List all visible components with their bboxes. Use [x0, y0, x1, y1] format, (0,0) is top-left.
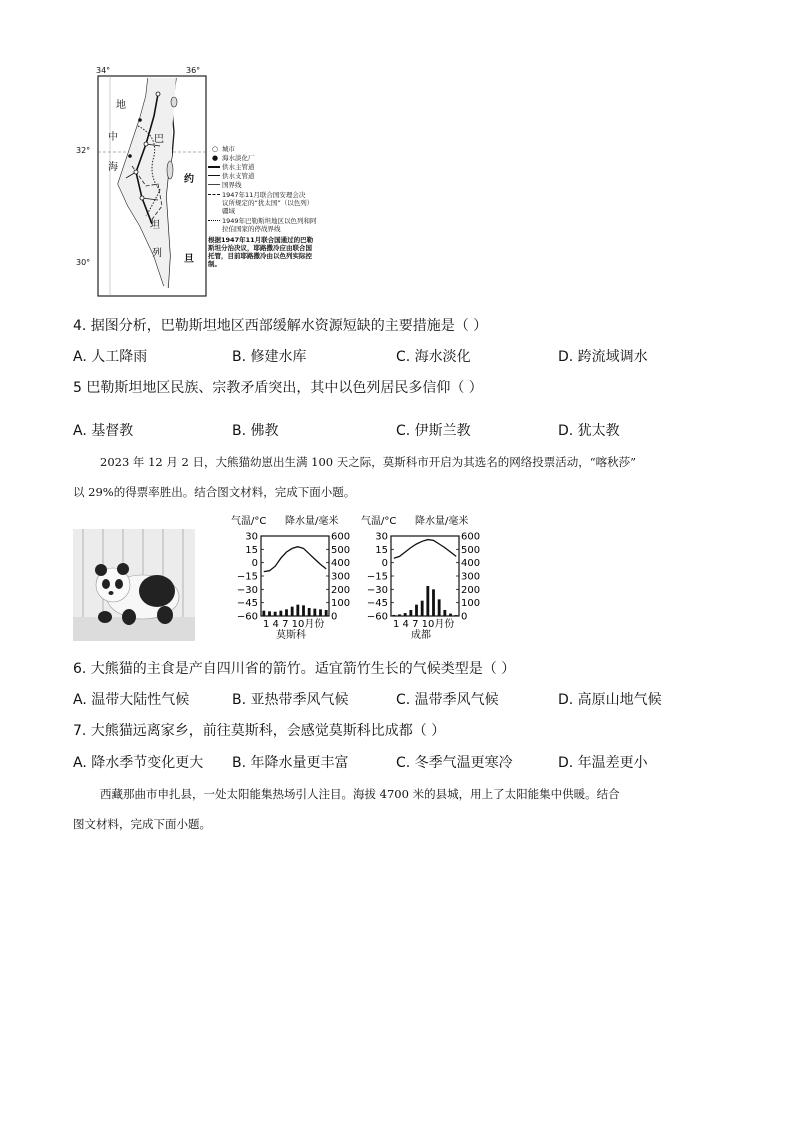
xtick-labels: 1 4 7 10月份 — [263, 619, 325, 630]
ytick-right-label: 600 — [331, 531, 351, 543]
ytick-right-label: 500 — [331, 544, 351, 556]
ytick-left-label: −45 — [236, 598, 258, 610]
ytick-right-label: 100 — [331, 598, 351, 610]
chart-title: 成都 — [411, 630, 431, 641]
map-label-tan: 坦 — [150, 220, 160, 231]
temperature-line — [394, 540, 456, 559]
ytick-left-label: 15 — [245, 544, 258, 556]
precip-bar — [392, 615, 395, 616]
ytick-left-label: −30 — [366, 584, 388, 596]
precip-bar — [404, 613, 407, 616]
q4-option-d[interactable]: D. 跨流域调水 — [558, 349, 648, 365]
passage-1-line-1: 2023 年 12 月 2 日，大熊猫幼崽出生满 100 天之际，莫斯科市开启为其选名的网络投票活动，“喀秋莎” — [100, 455, 637, 469]
legend-item: 海水淡化厂 — [222, 153, 255, 162]
precip-bar — [274, 612, 277, 616]
desal-plant-marker — [138, 118, 142, 122]
ytick-right-label: 100 — [461, 598, 481, 610]
precip-bar — [438, 599, 441, 616]
q6-option-b[interactable]: B. 亚热带季风气候 — [232, 692, 349, 708]
city-marker — [134, 170, 138, 174]
ylabel-right: 降水量/毫米 — [415, 516, 469, 527]
q6-option-a[interactable]: A. 温带大陆性气候 — [73, 692, 190, 708]
lon-label-34: 34° — [96, 66, 111, 75]
map-note: 根据1947年11月联合国通过的巴勒斯坦分治决议，耶路撒冷应由联合国托管，目前耶路撒冷由以色列实际控制。 — [208, 236, 314, 268]
legend-item: 供水主管道 — [222, 162, 255, 171]
xtick-labels: 1 4 7 10月份 — [393, 619, 455, 630]
question-5-stem: 5 巴勒斯坦地区民族、宗教矛盾突出，其中以色列居民多信仰（ ） — [73, 380, 483, 396]
climate-chart-moscow — [229, 514, 369, 642]
precip-bar — [325, 610, 328, 616]
ytick-right-label: 0 — [331, 611, 338, 623]
ytick-right-label: 300 — [461, 571, 481, 583]
chart-title: 莫斯科 — [276, 630, 306, 641]
precip-bar — [421, 601, 424, 616]
precip-bar — [319, 609, 322, 616]
q7-option-c[interactable]: C. 冬季气温更寒冷 — [396, 755, 513, 771]
map-label-zhong: 中 — [108, 132, 118, 143]
ytick-right-label: 200 — [461, 584, 481, 596]
precip-bar — [285, 609, 288, 616]
q5-option-d[interactable]: D. 犹太教 — [558, 423, 620, 439]
ytick-left-label: −15 — [236, 571, 258, 583]
ytick-right-label: 300 — [331, 571, 351, 583]
map-label-ba: 巴 — [154, 134, 164, 145]
precip-bar — [291, 607, 294, 616]
map-label-hai: 海 — [108, 162, 118, 173]
q5-option-b[interactable]: B. 佛教 — [232, 423, 279, 439]
plot-frame — [391, 536, 459, 616]
map-label-lie: 列 — [152, 248, 162, 259]
panda-illustration — [73, 529, 195, 641]
q4-option-c[interactable]: C. 海水淡化 — [396, 349, 471, 365]
precip-bar — [302, 605, 305, 616]
main-pipe-icon — [208, 166, 220, 168]
boundary-icon — [208, 184, 220, 185]
ytick-left-label: −30 — [236, 584, 258, 596]
ylabel-left: 气温/°C — [361, 516, 397, 527]
legend-item: 1949年巴勒斯坦地区以色列和阿拉伯国家的停战界线 — [222, 217, 317, 233]
passage-2-line-2: 图文材料，完成下面小题。 — [73, 817, 211, 831]
city-marker — [140, 196, 144, 200]
ytick-left-label: 0 — [381, 558, 388, 570]
lat-label-32: 32° — [76, 146, 91, 155]
city-marker — [156, 92, 160, 96]
q6-option-c[interactable]: C. 温带季风气候 — [396, 692, 499, 708]
lon-label-36: 36° — [186, 66, 201, 75]
precip-bar — [308, 608, 311, 616]
map-label-dan: 旦 — [184, 254, 194, 265]
precip-bar — [313, 609, 316, 616]
ylabel-right: 降水量/毫米 — [285, 516, 339, 527]
ytick-left-label: −45 — [366, 598, 388, 610]
legend-item: 供水支管道 — [222, 171, 255, 180]
q4-option-b[interactable]: B. 修建水库 — [232, 349, 307, 365]
lake-shape — [171, 97, 177, 107]
ytick-right-label: 0 — [461, 611, 468, 623]
legend-item: 城市 — [222, 144, 235, 153]
city-icon: ○ — [211, 144, 219, 153]
question-7-stem: 7. 大熊猫远离家乡，前往莫斯科，会感觉莫斯科比成都（ ） — [73, 723, 446, 739]
desal-plant-marker — [128, 154, 132, 158]
ytick-left-label: −15 — [366, 571, 388, 583]
panda-photo — [73, 529, 195, 641]
ytick-left-label: 0 — [251, 558, 258, 570]
dead-sea-shape — [167, 161, 173, 179]
desal-icon: ● — [211, 153, 219, 162]
map-legend — [208, 144, 338, 268]
precip-bar — [415, 605, 418, 616]
precip-bar — [409, 610, 412, 616]
passage-2-line-1: 西藏那曲市申扎县，一处太阳能集热场引人注目。海拔 4700 米的县城，用上了太阳能集中供暖。结合 — [100, 787, 620, 801]
ytick-right-label: 600 — [461, 531, 481, 543]
ytick-left-label: −60 — [366, 611, 388, 623]
q7-option-b[interactable]: B. 年降水量更丰富 — [232, 755, 349, 771]
map-label-di: 地 — [116, 100, 126, 111]
q6-option-d[interactable]: D. 高原山地气候 — [558, 692, 662, 708]
legend-item: 国界线 — [222, 180, 242, 189]
ytick-right-label: 400 — [461, 558, 481, 570]
passage-1-line-2: 以 29%的得票率胜出。结合图文材料，完成下面小题。 — [73, 485, 356, 499]
precip-bar — [443, 610, 446, 616]
question-6-stem: 6. 大熊猫的主食是产自四川省的箭竹。适宜箭竹生长的气候类型是（ ） — [73, 661, 516, 677]
ytick-left-label: 15 — [375, 544, 388, 556]
q7-option-d[interactable]: D. 年温差更小 — [558, 755, 648, 771]
q4-option-a[interactable]: A. 人工降雨 — [73, 349, 148, 365]
legend-item: 1947年11月联合国安理会决议所规定的“犹太国”（以色列）疆域 — [222, 191, 310, 215]
precip-bar — [426, 586, 429, 616]
un-line-icon — [208, 194, 220, 195]
precip-bar — [449, 614, 452, 616]
precip-bar — [398, 614, 401, 616]
precip-bar — [268, 611, 271, 616]
branch-pipe-icon — [208, 175, 220, 176]
q5-option-a[interactable]: A. 基督教 — [73, 423, 134, 439]
precip-bar — [432, 589, 435, 616]
precip-bar — [279, 611, 282, 616]
precip-bar — [262, 611, 265, 616]
ytick-right-label: 200 — [331, 584, 351, 596]
temperature-line — [264, 547, 326, 572]
q5-option-c[interactable]: C. 伊斯兰教 — [396, 423, 471, 439]
precip-bar — [455, 615, 458, 616]
palestine-map-figure — [76, 66, 338, 300]
map-label-yue: 约 — [184, 174, 194, 185]
climate-chart-chengdu — [359, 514, 499, 642]
ytick-right-label: 400 — [331, 558, 351, 570]
ylabel-left: 气温/°C — [231, 516, 267, 527]
precip-bar — [296, 605, 299, 616]
city-marker — [144, 142, 148, 146]
ytick-left-label: 30 — [375, 531, 388, 543]
question-4-stem: 4. 据图分析，巴勒斯坦地区西部缓解水资源短缺的主要措施是（ ） — [73, 318, 488, 334]
lat-label-30: 30° — [76, 258, 91, 267]
ytick-left-label: 30 — [245, 531, 258, 543]
q7-option-a[interactable]: A. 降水季节变化更大 — [73, 755, 204, 771]
ytick-right-label: 500 — [461, 544, 481, 556]
ytick-left-label: −60 — [236, 611, 258, 623]
armistice-icon — [208, 220, 220, 221]
